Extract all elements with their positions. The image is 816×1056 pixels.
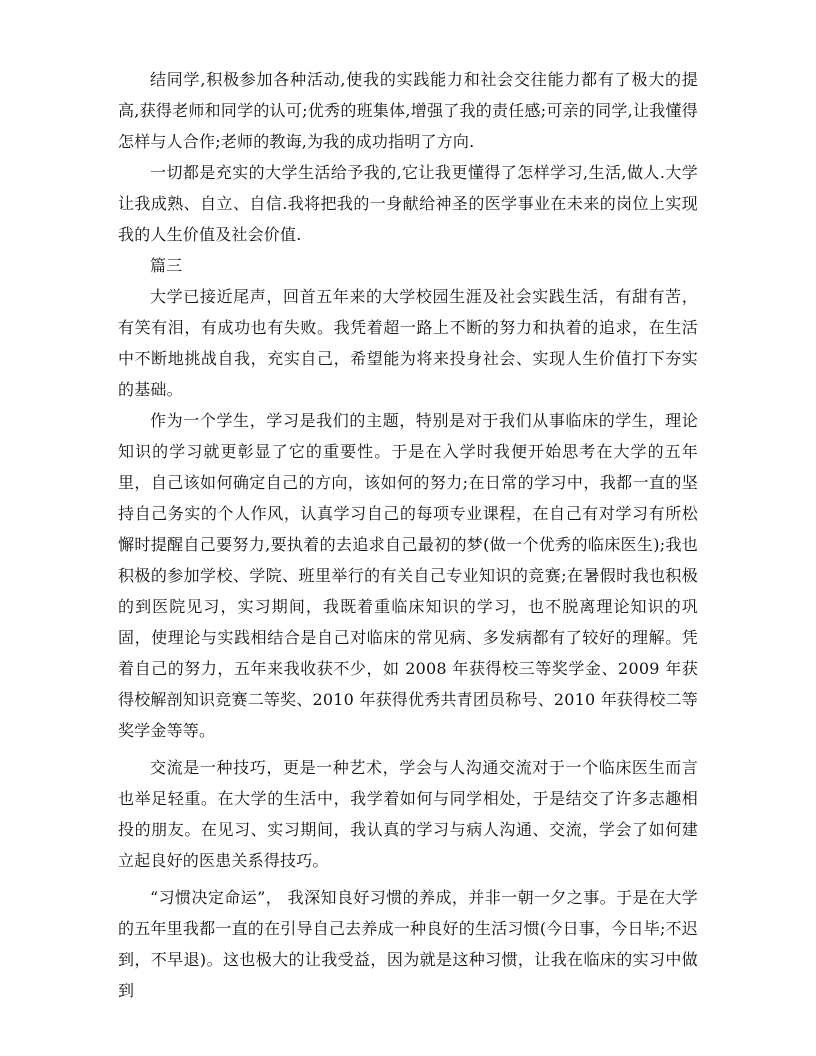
section-heading: 篇三 [150, 256, 183, 275]
paragraph-3: 大学已接近尾声，回首五年来的大学校园生涯及社会实践生活，有甜有苦，有笑有泪，有成功也有失败。我凭着超一路上不断的努力和执着的追求，在生活中不断地挑战自我，充实自己，希望能为将来投身社会、实现人生价值打下夯实的基础。 [118, 287, 698, 399]
paragraph-5: 交流是一种技巧，更是一种艺术，学会与人沟通交流对于一个临床医生而言也举足轻重。在大学的生活中，我学着如何与同学相处，于是结交了许多志趣相投的朋友。在见习、实习期间，我认真的学习与病人沟通、交流，学会了如何建立起良好的医患关系得技巧。 [118, 758, 698, 870]
paragraph-1: 结同学,积极参加各种活动,使我的实践能力和社会交往能力都有了极大的提高,获得老师和同学的认可;优秀的班集体,增强了我的责任感;可亲的同学,让我懂得怎样与人合作;老师的教诲,为我的成功指明了方向. [118, 70, 698, 151]
document-page [118, 64, 698, 1006]
paragraph-4: 作为一个学生，学习是我们的主题，特别是对于我们从事临床的学生，理论知识的学习就更彰显了它的重要性。于是在入学时我便开始思考在大学的五年里，自己该如何确定自己的方向，该如何的努力;在日常的学习中，我都一直的坚持自己务实的个人作风，认真学习自己的每项专业课程，在自己有对学习有所松懈时提醒自己要努力,要执着的去追求自己最初的梦(做一个优秀的临床医生);我也积极的参加学校、学院、班里举行的有关自己专业知识的竞赛;在暑假时我也积极的到医院见习，实习期间，我既着重临床知识的学习，也不脱离理论知识的巩固，使理论与实践相结合是自己对临床的常见病、多发病都有了较好的理解。凭着自己的努力，五年来我收获不少，如 2008 年获得校三等奖学金、2009 年获得校解剖知识竞赛二等奖、2010 年获得优秀共青团员称号、2010 年获得校二等奖学金等等。 [118, 411, 698, 740]
paragraph-6: “习惯决定命运”， 我深知良好习惯的养成，并非一朝一夕之事。于是在大学的五年里我都一直的在引导自己去养成一种良好的生活习惯(今日事，今日毕;不迟到，不早退)。这也极大的让我受益，因为就是这种习惯，让我在临床的实习中做到 [118, 888, 698, 1000]
paragraph-2: 一切都是充实的大学生活给予我的,它让我更懂得了怎样学习,生活,做人.大学让我成熟、自立、自信.我将把我的一身献给神圣的医学事业在未来的岗位上实现我的人生价值及社会价值. [118, 163, 698, 244]
